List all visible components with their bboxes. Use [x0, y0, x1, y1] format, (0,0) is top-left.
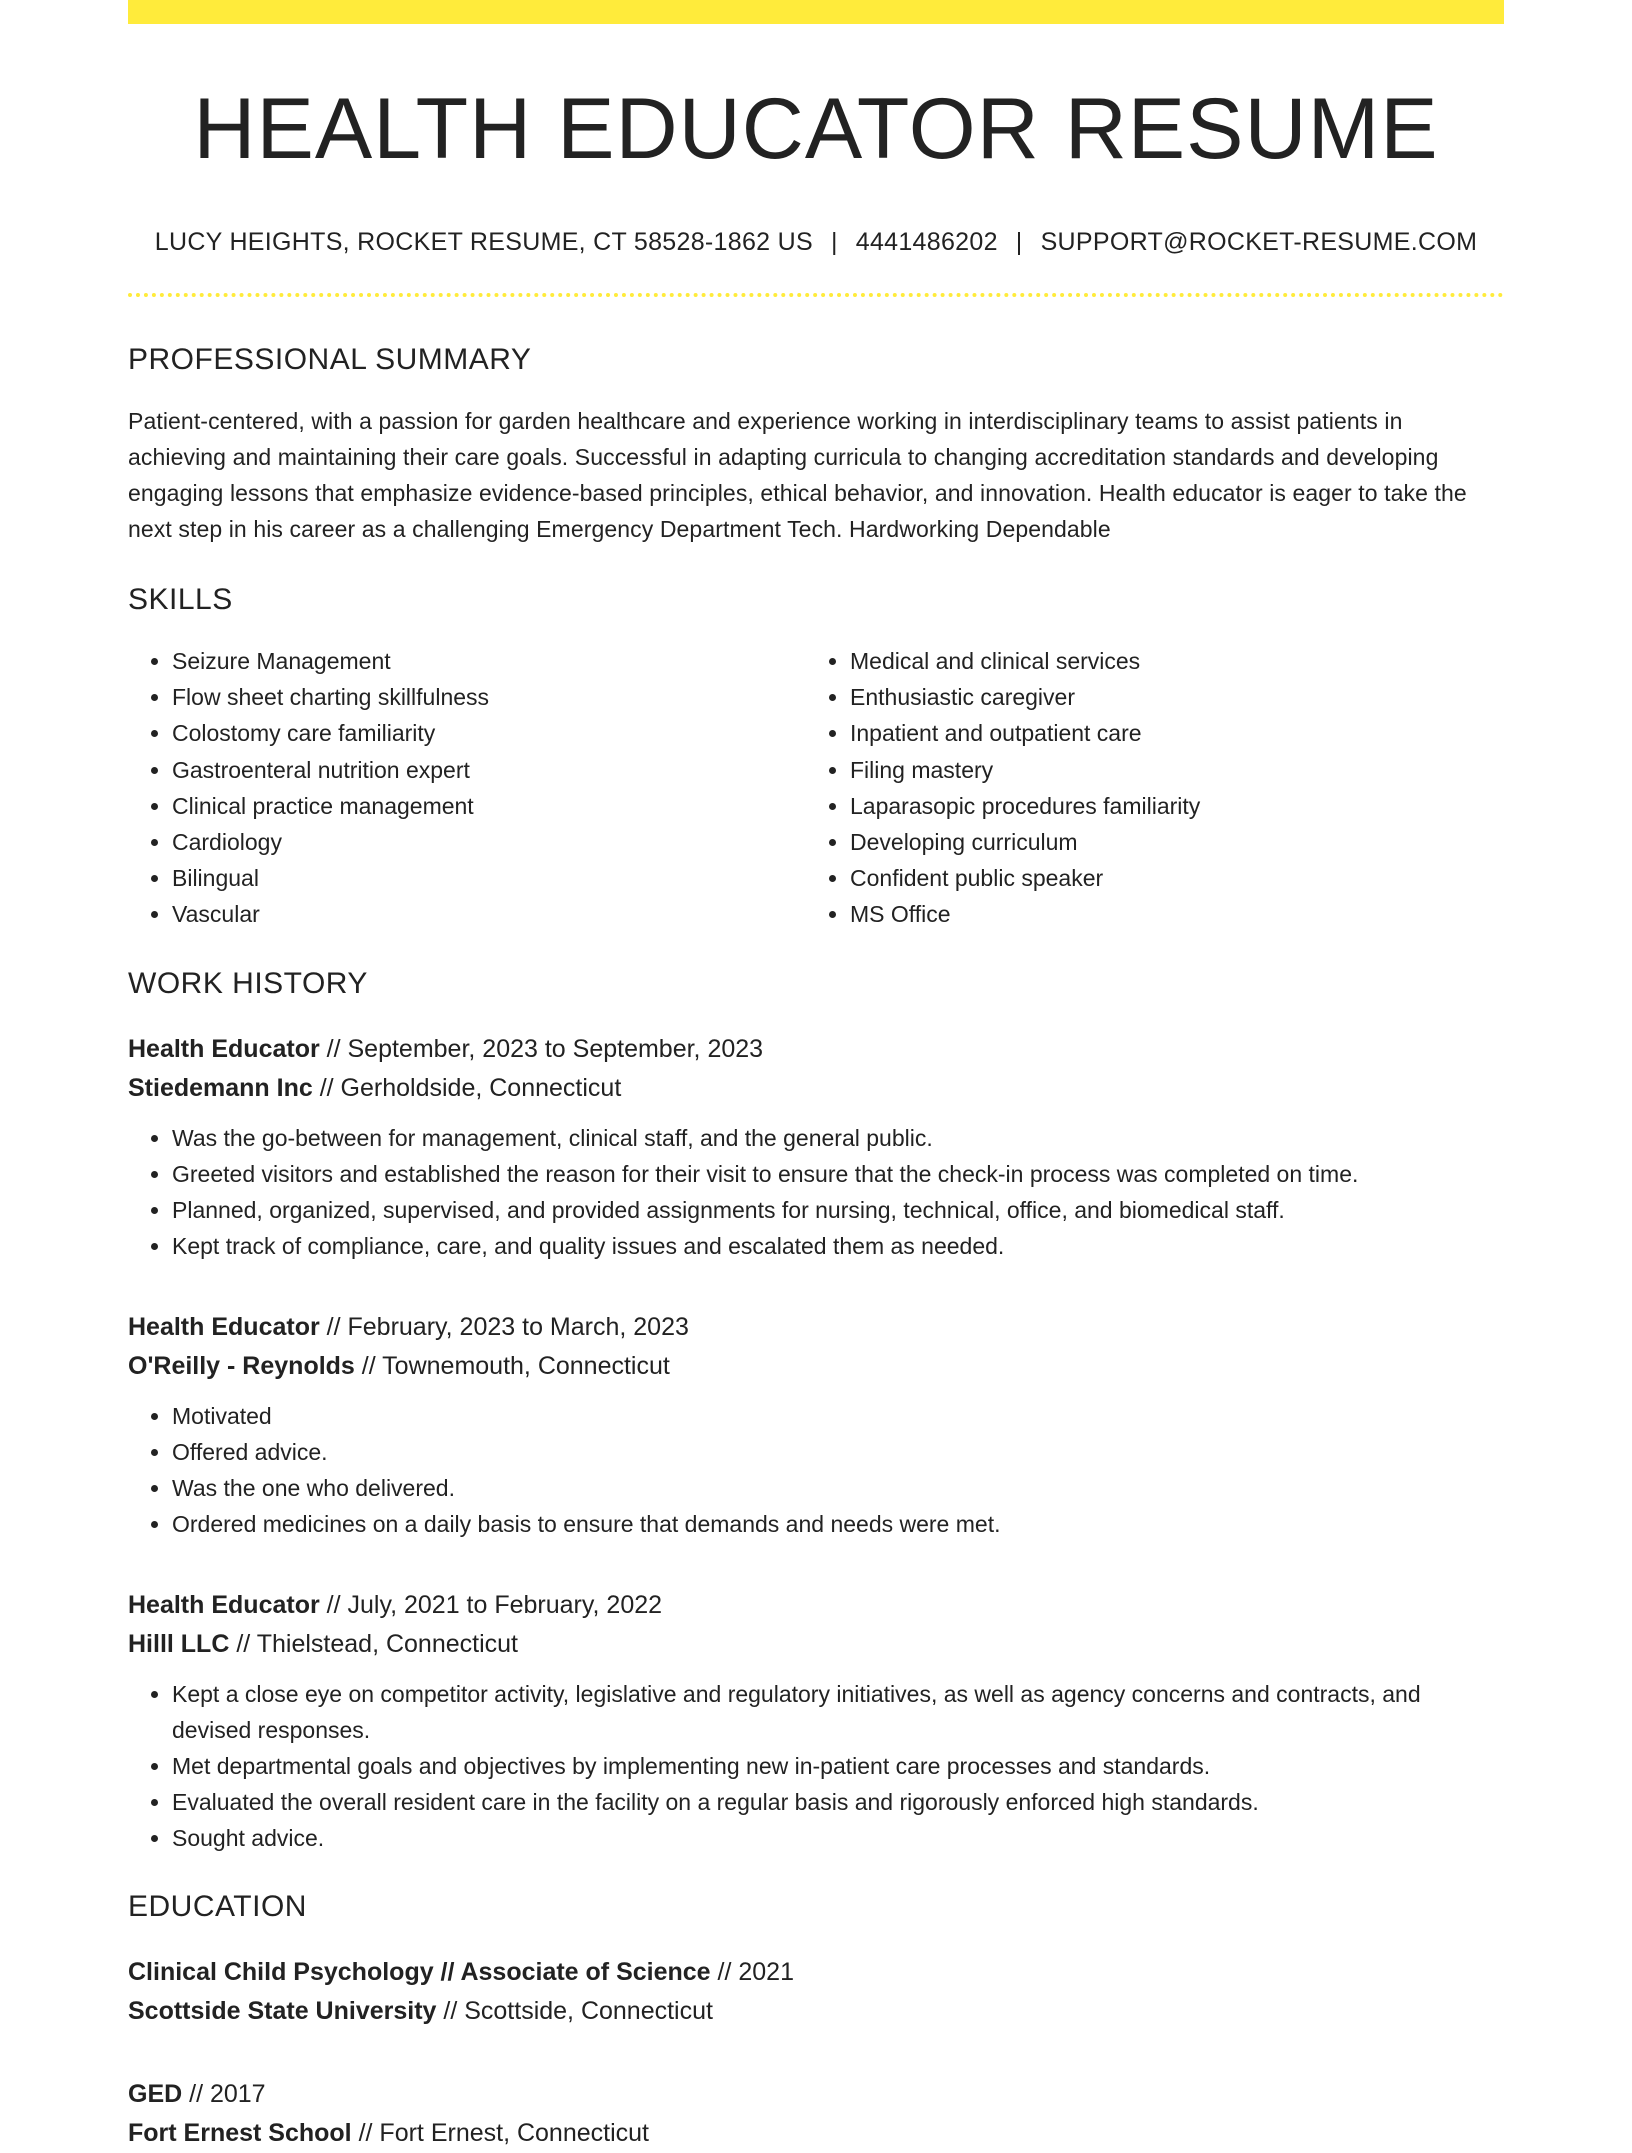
education-entry: [128, 2075, 1504, 2153]
summary-text: Patient-centered, with a passion for garden healthcare and experience working in interdisciplinary teams to assist patients in achieving and maintaining their care goals. Successful in adapting curricula to changing accreditation standards and developing engaging lessons that emphasize evidence-based principles, ethical behavior, and innovation. Health educator is eager to take the next step in his career as a challenging Emergency Department Tech. Hardworking Dependable: [128, 408, 1467, 542]
skill-item: • Colostomy care familiarity: [172, 715, 806, 751]
skill-item: • Confident public speaker: [850, 860, 1484, 896]
job-company: O'Reilly - Reynolds: [128, 1351, 355, 1380]
contact-line: [128, 230, 1504, 255]
resume-page: [128, 0, 1504, 2153]
job-entry: [128, 1030, 1504, 1264]
skills-column-right: [806, 643, 1484, 933]
contact-separator: |: [1015, 228, 1023, 256]
job-title: Health Educator: [128, 1590, 320, 1619]
education-degree-line: [128, 1953, 1504, 1992]
job-location: // Thielstead, Connecticut: [229, 1629, 518, 1658]
skill-item: • Enthusiastic caregiver: [850, 679, 1484, 715]
education-year: // 2021: [710, 1957, 794, 1986]
job-title-line: [128, 1586, 1504, 1625]
contact-email: SUPPORT@ROCKET-RESUME.COM: [1040, 228, 1478, 256]
resume-title: HEALTH EDUCATOR RESUME: [193, 81, 1439, 177]
skills-column-left: [128, 643, 806, 933]
education-school-line: [128, 1992, 1504, 2031]
skill-item: • Gastroenteral nutrition expert: [172, 752, 806, 788]
job-bullet: • Ordered medicines on a daily basis to ensure that demands and needs were met.: [172, 1506, 1504, 1542]
job-bullet: • Offered advice.: [172, 1434, 1504, 1470]
skills-list: [128, 643, 1504, 933]
work-history-heading: WORK HISTORY: [128, 966, 368, 1000]
skill-item: • Developing curriculum: [850, 824, 1484, 860]
education-school: Scottside State University: [128, 1996, 437, 2025]
job-dates: // September, 2023 to September, 2023: [319, 1034, 764, 1063]
job-title-line: [128, 1308, 1504, 1347]
summary-heading: PROFESSIONAL SUMMARY: [128, 343, 532, 376]
job-bullet: • Met departmental goals and objectives by implementing new in-patient care processes and standards.: [172, 1748, 1504, 1784]
job-title-line: [128, 1030, 1504, 1069]
job-location: // Townemouth, Connecticut: [354, 1351, 670, 1380]
education-heading: EDUCATION: [128, 1889, 307, 1923]
education-year: // 2017: [182, 2079, 266, 2108]
job-bullet: • Was the go-between for management, clinical staff, and the general public.: [172, 1120, 1504, 1156]
skill-item: • Laparasopic procedures familiarity: [850, 788, 1484, 824]
job-bullets: [128, 1398, 1504, 1542]
job-company: Hilll LLC: [128, 1629, 230, 1658]
education-degree: GED: [128, 2079, 183, 2108]
header-divider: [128, 293, 1504, 297]
job-bullet: • Sought advice.: [172, 1820, 1504, 1856]
job-company-line: [128, 1625, 1504, 1664]
job-dates: // July, 2021 to February, 2022: [319, 1590, 663, 1619]
job-bullet: • Evaluated the overall resident care in the facility on a regular basis and rigorously enforced high standards.: [172, 1784, 1504, 1820]
job-bullet: • Motivated: [172, 1398, 1504, 1434]
education-degree: Clinical Child Psychology // Associate of Science: [128, 1957, 711, 1986]
job-company-line: [128, 1347, 1504, 1386]
job-title: Health Educator: [128, 1312, 320, 1341]
skill-item: • Seizure Management: [172, 643, 806, 679]
skill-item: • Clinical practice management: [172, 788, 806, 824]
job-entry: [128, 1586, 1504, 1856]
skills-heading: SKILLS: [128, 583, 233, 616]
skill-item: • Vascular: [172, 896, 806, 932]
contact-address: LUCY HEIGHTS, ROCKET RESUME, CT 58528-1862 US: [154, 228, 813, 256]
skill-item: • Filing mastery: [850, 752, 1484, 788]
job-bullet: • Kept track of compliance, care, and quality issues and escalated them as needed.: [172, 1228, 1504, 1264]
job-bullets: [128, 1676, 1504, 1856]
job-dates: // February, 2023 to March, 2023: [319, 1312, 689, 1341]
job-title: Health Educator: [128, 1034, 320, 1063]
job-entry: [128, 1308, 1504, 1542]
job-bullet: • Greeted visitors and established the reason for their visit to ensure that the check-in process was completed on time.: [172, 1156, 1504, 1192]
education-location: // Scottside, Connecticut: [436, 1996, 713, 2025]
skill-item: • Cardiology: [172, 824, 806, 860]
top-accent-bar: [128, 0, 1504, 24]
education-school: Fort Ernest School: [128, 2118, 352, 2147]
education-entry: [128, 1953, 1504, 2031]
education-degree-line: [128, 2075, 1504, 2114]
job-location: // Gerholdside, Connecticut: [312, 1073, 622, 1102]
skill-item: • Medical and clinical services: [850, 643, 1484, 679]
job-bullet: • Planned, organized, supervised, and provided assignments for nursing, technical, office, and biomedical staff.: [172, 1192, 1504, 1228]
contact-separator: |: [830, 228, 838, 256]
job-bullet: • Kept a close eye on competitor activity, legislative and regulatory initiatives, as well as agency concerns and contracts, and devised responses.: [172, 1676, 1504, 1748]
skill-item: • MS Office: [850, 896, 1484, 932]
job-bullet: • Was the one who delivered.: [172, 1470, 1504, 1506]
education-school-line: [128, 2114, 1504, 2153]
job-company-line: [128, 1069, 1504, 1108]
job-bullets: [128, 1120, 1504, 1264]
skill-item: • Inpatient and outpatient care: [850, 715, 1484, 751]
job-company: Stiedemann Inc: [128, 1073, 313, 1102]
education-location: // Fort Ernest, Connecticut: [351, 2118, 649, 2147]
skill-item: • Flow sheet charting skillfulness: [172, 679, 806, 715]
contact-phone: 4441486202: [855, 228, 998, 256]
skill-item: • Bilingual: [172, 860, 806, 896]
